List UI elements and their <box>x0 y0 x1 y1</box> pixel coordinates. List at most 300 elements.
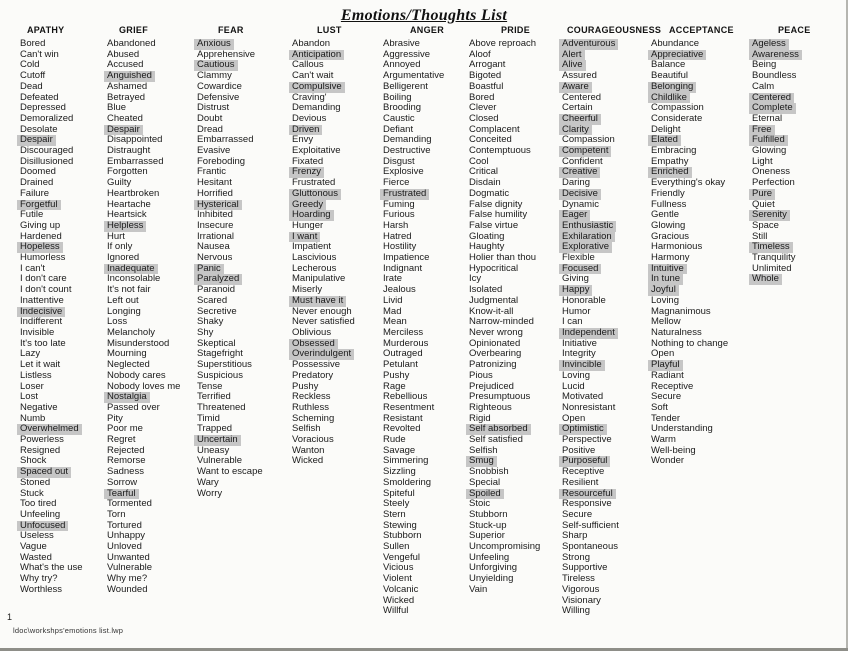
list-item <box>292 371 355 382</box>
term: Demanding <box>383 134 432 146</box>
term: Unloved <box>107 541 142 553</box>
list-item <box>383 189 444 200</box>
term: Doomed <box>20 166 56 178</box>
list-item <box>20 189 83 200</box>
term: Overbearing <box>469 348 522 360</box>
term: Stagefright <box>197 348 243 360</box>
term: Frantic <box>197 166 227 178</box>
highlighted-term: Resourceful <box>559 489 616 500</box>
term: Daring <box>562 177 590 189</box>
term: Stubborn <box>469 508 508 520</box>
term: Insecure <box>197 219 234 231</box>
term: Heartache <box>107 198 151 210</box>
term: Destructive <box>383 145 431 157</box>
term: Why me? <box>107 573 148 585</box>
highlighted-term: Greedy <box>289 200 326 211</box>
term: Quiet <box>752 198 775 210</box>
term: Loving <box>562 369 590 381</box>
highlighted-term: Self absorbed <box>466 424 531 435</box>
term: Vigorous <box>562 583 600 595</box>
term: Integrity <box>562 348 596 360</box>
term: Timid <box>197 412 220 424</box>
term: Frustrated <box>292 177 336 189</box>
term: Contemptuous <box>469 145 531 157</box>
term: Hesitant <box>197 177 232 189</box>
term: Righteous <box>469 401 512 413</box>
term: Jealous <box>383 284 416 296</box>
term: Secure <box>562 508 593 520</box>
highlighted-term: Hysterical <box>194 200 242 211</box>
term: Arrogant <box>469 59 506 71</box>
term: Pity <box>107 412 123 424</box>
term: Reckless <box>292 391 331 403</box>
term: Assured <box>562 70 597 82</box>
list-item <box>292 82 355 93</box>
list-item <box>292 189 355 200</box>
term: Violent <box>383 573 412 585</box>
highlighted-term: Compulsive <box>289 82 345 93</box>
term: Pushy <box>292 380 319 392</box>
term: Manipulative <box>292 273 346 285</box>
term: Steely <box>383 498 410 510</box>
list-item <box>383 403 444 414</box>
term: Well-being <box>651 444 696 456</box>
term: Beautiful <box>651 70 688 82</box>
file-path: ldoc\workshps'emotions list.lwp <box>13 626 124 635</box>
highlighted-term: Childlike <box>648 93 690 104</box>
term: Hunger <box>292 219 324 231</box>
highlighted-term: In tune <box>648 274 683 285</box>
list-item <box>469 478 540 489</box>
term: Fierce <box>383 177 410 189</box>
term: Conceited <box>469 134 512 146</box>
highlighted-term: Fulfilled <box>749 135 788 146</box>
term: Unfeeling <box>469 551 510 563</box>
list-item <box>107 82 180 93</box>
term: Bored <box>20 38 46 49</box>
term: Considerate <box>651 112 703 124</box>
term: Indifferent <box>20 316 63 328</box>
list-item <box>197 189 263 200</box>
term: Rigid <box>469 412 491 424</box>
highlighted-term: Enthusiastic <box>559 221 616 232</box>
term: Giving <box>562 273 589 285</box>
term: Disappointed <box>107 134 163 146</box>
highlighted-term: Smug <box>466 456 497 467</box>
highlighted-term: Decisive <box>559 189 601 200</box>
highlighted-term: Obsessed <box>289 339 338 350</box>
list-item <box>469 82 540 93</box>
term: Self-sufficient <box>562 519 619 531</box>
term: Can't wait <box>292 70 334 82</box>
list-item <box>383 371 444 382</box>
term: Hurt <box>107 230 125 242</box>
term: Betrayed <box>107 91 146 103</box>
term: Nobody loves me <box>107 380 181 392</box>
term: Willing <box>562 605 590 617</box>
highlighted-term: Serenity <box>749 210 790 221</box>
list-item <box>107 296 180 307</box>
list-item <box>197 478 263 489</box>
term: Disdain <box>469 177 501 189</box>
highlighted-term: Independent <box>559 328 618 339</box>
term: Exploitative <box>292 145 341 157</box>
list-item <box>651 456 734 467</box>
term: Stern <box>383 508 406 520</box>
term: Harsh <box>383 219 409 231</box>
term: Cutoff <box>20 70 46 82</box>
term: Sharp <box>562 530 588 542</box>
term: Stubborn <box>383 530 422 542</box>
term: Inconsolable <box>107 273 161 285</box>
list-item <box>197 371 263 382</box>
list-item <box>107 478 180 489</box>
list-item <box>197 296 263 307</box>
term: Everything's okay <box>651 177 726 189</box>
term: Perfection <box>752 177 795 189</box>
column-header: PRIDE <box>501 25 531 35</box>
highlighted-term: Alert <box>559 50 585 61</box>
emotion-columns <box>0 25 848 625</box>
column-header: GRIEF <box>119 25 149 35</box>
term: Loser <box>20 380 44 392</box>
term: Soft <box>651 401 668 413</box>
term: Torn <box>107 508 126 520</box>
highlighted-term: Nostalgia <box>104 392 150 403</box>
list-item <box>562 585 661 596</box>
term: Sullen <box>383 541 410 553</box>
term: Calm <box>752 80 775 92</box>
term: Revolted <box>383 423 421 435</box>
term: Patronizing <box>469 359 517 371</box>
term: Rebellious <box>383 391 428 403</box>
term: Magnanimous <box>651 305 711 317</box>
term: Balance <box>651 59 686 71</box>
highlighted-term: Anxious <box>194 39 234 50</box>
term: Nothing to change <box>651 337 729 349</box>
highlighted-term: Adventurous <box>559 39 618 50</box>
term: Evasive <box>197 145 231 157</box>
highlighted-term: Eager <box>559 210 590 221</box>
term: False humility <box>469 209 528 221</box>
term: Volcanic <box>383 583 419 595</box>
term: Confident <box>562 155 603 167</box>
term: Predatory <box>292 369 334 381</box>
term: Cool <box>469 155 489 167</box>
term: Vulnerable <box>107 562 153 574</box>
term: Gentle <box>651 209 679 221</box>
highlighted-term: Hopeless <box>17 242 63 253</box>
highlighted-term: Unfocused <box>17 521 68 532</box>
term: Receptive <box>562 466 605 478</box>
term: Let it wait <box>20 359 61 371</box>
term: Glowing <box>651 219 686 231</box>
term: Pious <box>469 369 493 381</box>
term: Eternal <box>752 112 783 124</box>
term: Ashamed <box>107 80 148 92</box>
term: Aloof <box>469 48 491 60</box>
list-item <box>197 489 263 500</box>
term: Craving' <box>292 91 327 103</box>
highlighted-term: Creative <box>559 167 600 178</box>
column-acceptance <box>651 25 734 467</box>
term: Tortured <box>107 519 142 531</box>
term: Harmony <box>651 252 690 264</box>
highlighted-term: Spoiled <box>466 489 504 500</box>
term: Motivated <box>562 391 604 403</box>
term: Nausea <box>197 241 230 253</box>
term: Superstitious <box>197 359 252 371</box>
term: Misunderstood <box>107 337 170 349</box>
term: Stuck <box>20 487 44 499</box>
term: Stewing <box>383 519 417 531</box>
list-item <box>20 585 83 596</box>
highlighted-term: Forgetful <box>17 200 61 211</box>
term: Selfish <box>469 444 498 456</box>
term: Stoned <box>20 476 51 488</box>
term: False virtue <box>469 219 519 231</box>
term: Tense <box>197 380 223 392</box>
term: Can't win <box>20 48 59 60</box>
term: Doubt <box>197 112 223 124</box>
list-item <box>292 296 355 307</box>
term: Voracious <box>292 434 334 446</box>
term: Demoralized <box>20 112 74 124</box>
list-item <box>107 585 180 596</box>
highlighted-term: Appreciative <box>648 50 706 61</box>
term: Mellow <box>651 316 681 328</box>
term: Rage <box>383 380 406 392</box>
term: Discouraged <box>20 145 74 157</box>
highlighted-term: Despair <box>17 135 56 146</box>
list-item <box>469 296 540 307</box>
list-item <box>651 403 734 414</box>
term: Disillusioned <box>20 155 74 167</box>
term: Unwanted <box>107 551 150 563</box>
term: Listless <box>20 369 52 381</box>
term: Light <box>752 155 773 167</box>
term: Vengeful <box>383 551 420 563</box>
term: Want to escape <box>197 466 263 478</box>
term: Bored <box>469 91 495 103</box>
column-header: ANGER <box>410 25 445 35</box>
list-item <box>651 82 734 93</box>
highlighted-term: Despair <box>104 125 143 136</box>
highlighted-term: Alive <box>559 60 586 71</box>
highlighted-term: Frustrated <box>380 189 429 200</box>
term: Worthless <box>20 583 63 595</box>
column-header: FEAR <box>218 25 244 35</box>
term: Snobbish <box>469 466 509 478</box>
page-number: 1 <box>7 612 13 622</box>
term: Devious <box>292 112 327 124</box>
list-item <box>383 296 444 307</box>
term: Wounded <box>107 583 148 595</box>
list-item <box>20 82 83 93</box>
term: Rude <box>383 434 406 446</box>
term: Accused <box>107 59 144 71</box>
term: Uneasy <box>197 444 230 456</box>
list-item <box>752 189 811 200</box>
term: Loving <box>651 294 679 306</box>
term: Furious <box>383 209 415 221</box>
term: Embarrassed <box>107 155 164 167</box>
column-header: LUST <box>317 25 342 35</box>
term: Tender <box>651 412 681 424</box>
list-item <box>20 296 83 307</box>
term: Miserly <box>292 284 323 296</box>
column-lust <box>292 25 355 467</box>
term: Icy <box>469 273 482 285</box>
term: Giving up <box>20 219 61 231</box>
term: Isolated <box>469 284 503 296</box>
list-item <box>562 189 661 200</box>
term: Visionary <box>562 594 601 606</box>
term: Dynamic <box>562 198 599 210</box>
term: Dread <box>197 123 223 135</box>
term: Open <box>651 348 675 360</box>
term: Hypocritical <box>469 262 519 274</box>
term: Wary <box>197 476 219 488</box>
term: Forgotten <box>107 166 148 178</box>
term: Humorless <box>20 252 66 264</box>
term: Tireless <box>562 573 595 585</box>
term: Lascivious <box>292 252 337 264</box>
term: Futile <box>20 209 44 221</box>
highlighted-term: Belonging <box>648 82 696 93</box>
term: Mean <box>383 316 407 328</box>
term: Supportive <box>562 562 608 574</box>
list-item <box>197 403 263 414</box>
column-header: ACCEPTANCE <box>669 25 734 35</box>
term: Honorable <box>562 294 606 306</box>
term: Cowardice <box>197 80 242 92</box>
term: Willful <box>383 605 409 617</box>
highlighted-term: Elated <box>648 135 681 146</box>
term: Vulnerable <box>197 455 243 467</box>
term: I can <box>562 316 583 328</box>
term: Uncompromising <box>469 541 541 553</box>
term: Empathy <box>651 155 689 167</box>
term: Powerless <box>20 434 64 446</box>
term: Glowing <box>752 145 787 157</box>
term: Gracious <box>651 230 690 242</box>
term: Blue <box>107 102 127 114</box>
list-item <box>469 585 540 596</box>
term: Disgust <box>383 155 415 167</box>
list-item <box>651 189 734 200</box>
highlighted-term: Aware <box>559 82 592 93</box>
highlighted-term: Intuitive <box>648 264 687 275</box>
term: Shaky <box>197 316 224 328</box>
term: Selfish <box>292 423 321 435</box>
term: Vicious <box>383 562 414 574</box>
highlighted-term: Hoarding <box>289 210 334 221</box>
term: Wicked <box>292 455 324 467</box>
highlighted-term: Cautious <box>194 60 238 71</box>
term: Worry <box>197 487 223 499</box>
term: Secure <box>651 391 682 403</box>
term: Bigoted <box>469 70 502 82</box>
list-item <box>651 371 734 382</box>
term: Spiteful <box>383 487 415 499</box>
term: Murderous <box>383 337 429 349</box>
highlighted-term: Free <box>749 125 775 136</box>
term: Apprehensive <box>197 48 256 60</box>
highlighted-term: Spaced out <box>17 467 71 478</box>
term: Boundless <box>752 70 797 82</box>
list-item <box>20 478 83 489</box>
term: Certain <box>562 102 593 114</box>
list-item <box>562 371 661 382</box>
highlighted-term: Whole <box>749 274 782 285</box>
highlighted-term: Awareness <box>749 50 802 61</box>
term: Boiling <box>383 91 412 103</box>
term: Impatient <box>292 241 332 253</box>
term: Still <box>752 230 768 242</box>
term: Never wrong <box>469 326 523 338</box>
term: Poor me <box>107 423 143 435</box>
term: Scheming <box>292 412 335 424</box>
term: Skeptical <box>197 337 236 349</box>
term: Abused <box>107 48 140 60</box>
highlighted-term: Timeless <box>749 242 793 253</box>
term: Complacent <box>469 123 520 135</box>
term: Abrasive <box>383 38 420 49</box>
term: Warm <box>651 434 676 446</box>
term: Defensive <box>197 91 240 103</box>
term: Resilient <box>562 476 599 488</box>
highlighted-term: Tearful <box>104 489 139 500</box>
term: Gloating <box>469 230 505 242</box>
term: Terrified <box>197 391 231 403</box>
term: Annoyed <box>383 59 421 71</box>
term: Trapped <box>197 423 233 435</box>
highlighted-term: I want <box>289 232 320 243</box>
term: What's the use <box>20 562 83 574</box>
term: Simmering <box>383 455 429 467</box>
term: Spontaneous <box>562 541 618 553</box>
highlighted-term: Optimistic <box>559 424 607 435</box>
term: Fullness <box>651 198 687 210</box>
term: Petulant <box>383 359 418 371</box>
term: Longing <box>107 305 141 317</box>
highlighted-term: Joyful <box>648 285 679 296</box>
term: Pushy <box>383 369 410 381</box>
list-item <box>383 478 444 489</box>
column-header: COURAGEOUSNESS <box>567 25 662 35</box>
term: Stuck-up <box>469 519 507 531</box>
term: Vain <box>469 583 488 595</box>
term: Judgmental <box>469 294 519 306</box>
term: Compassion <box>562 134 615 146</box>
term: Above reproach <box>469 38 537 49</box>
term: Numb <box>20 412 46 424</box>
term: Left out <box>107 294 139 306</box>
term: Desolate <box>20 123 58 135</box>
term: Argumentative <box>383 70 445 82</box>
term: Lazy <box>20 348 41 360</box>
term: I don't care <box>20 273 67 285</box>
term: Belligerent <box>383 80 428 92</box>
term: Oneness <box>752 166 791 178</box>
term: Special <box>469 476 501 488</box>
highlighted-term: Anguished <box>104 71 155 82</box>
term: Abandon <box>292 38 331 49</box>
highlighted-term: Exhilaration <box>559 232 615 243</box>
list-item <box>197 82 263 93</box>
term: Perspective <box>562 434 612 446</box>
